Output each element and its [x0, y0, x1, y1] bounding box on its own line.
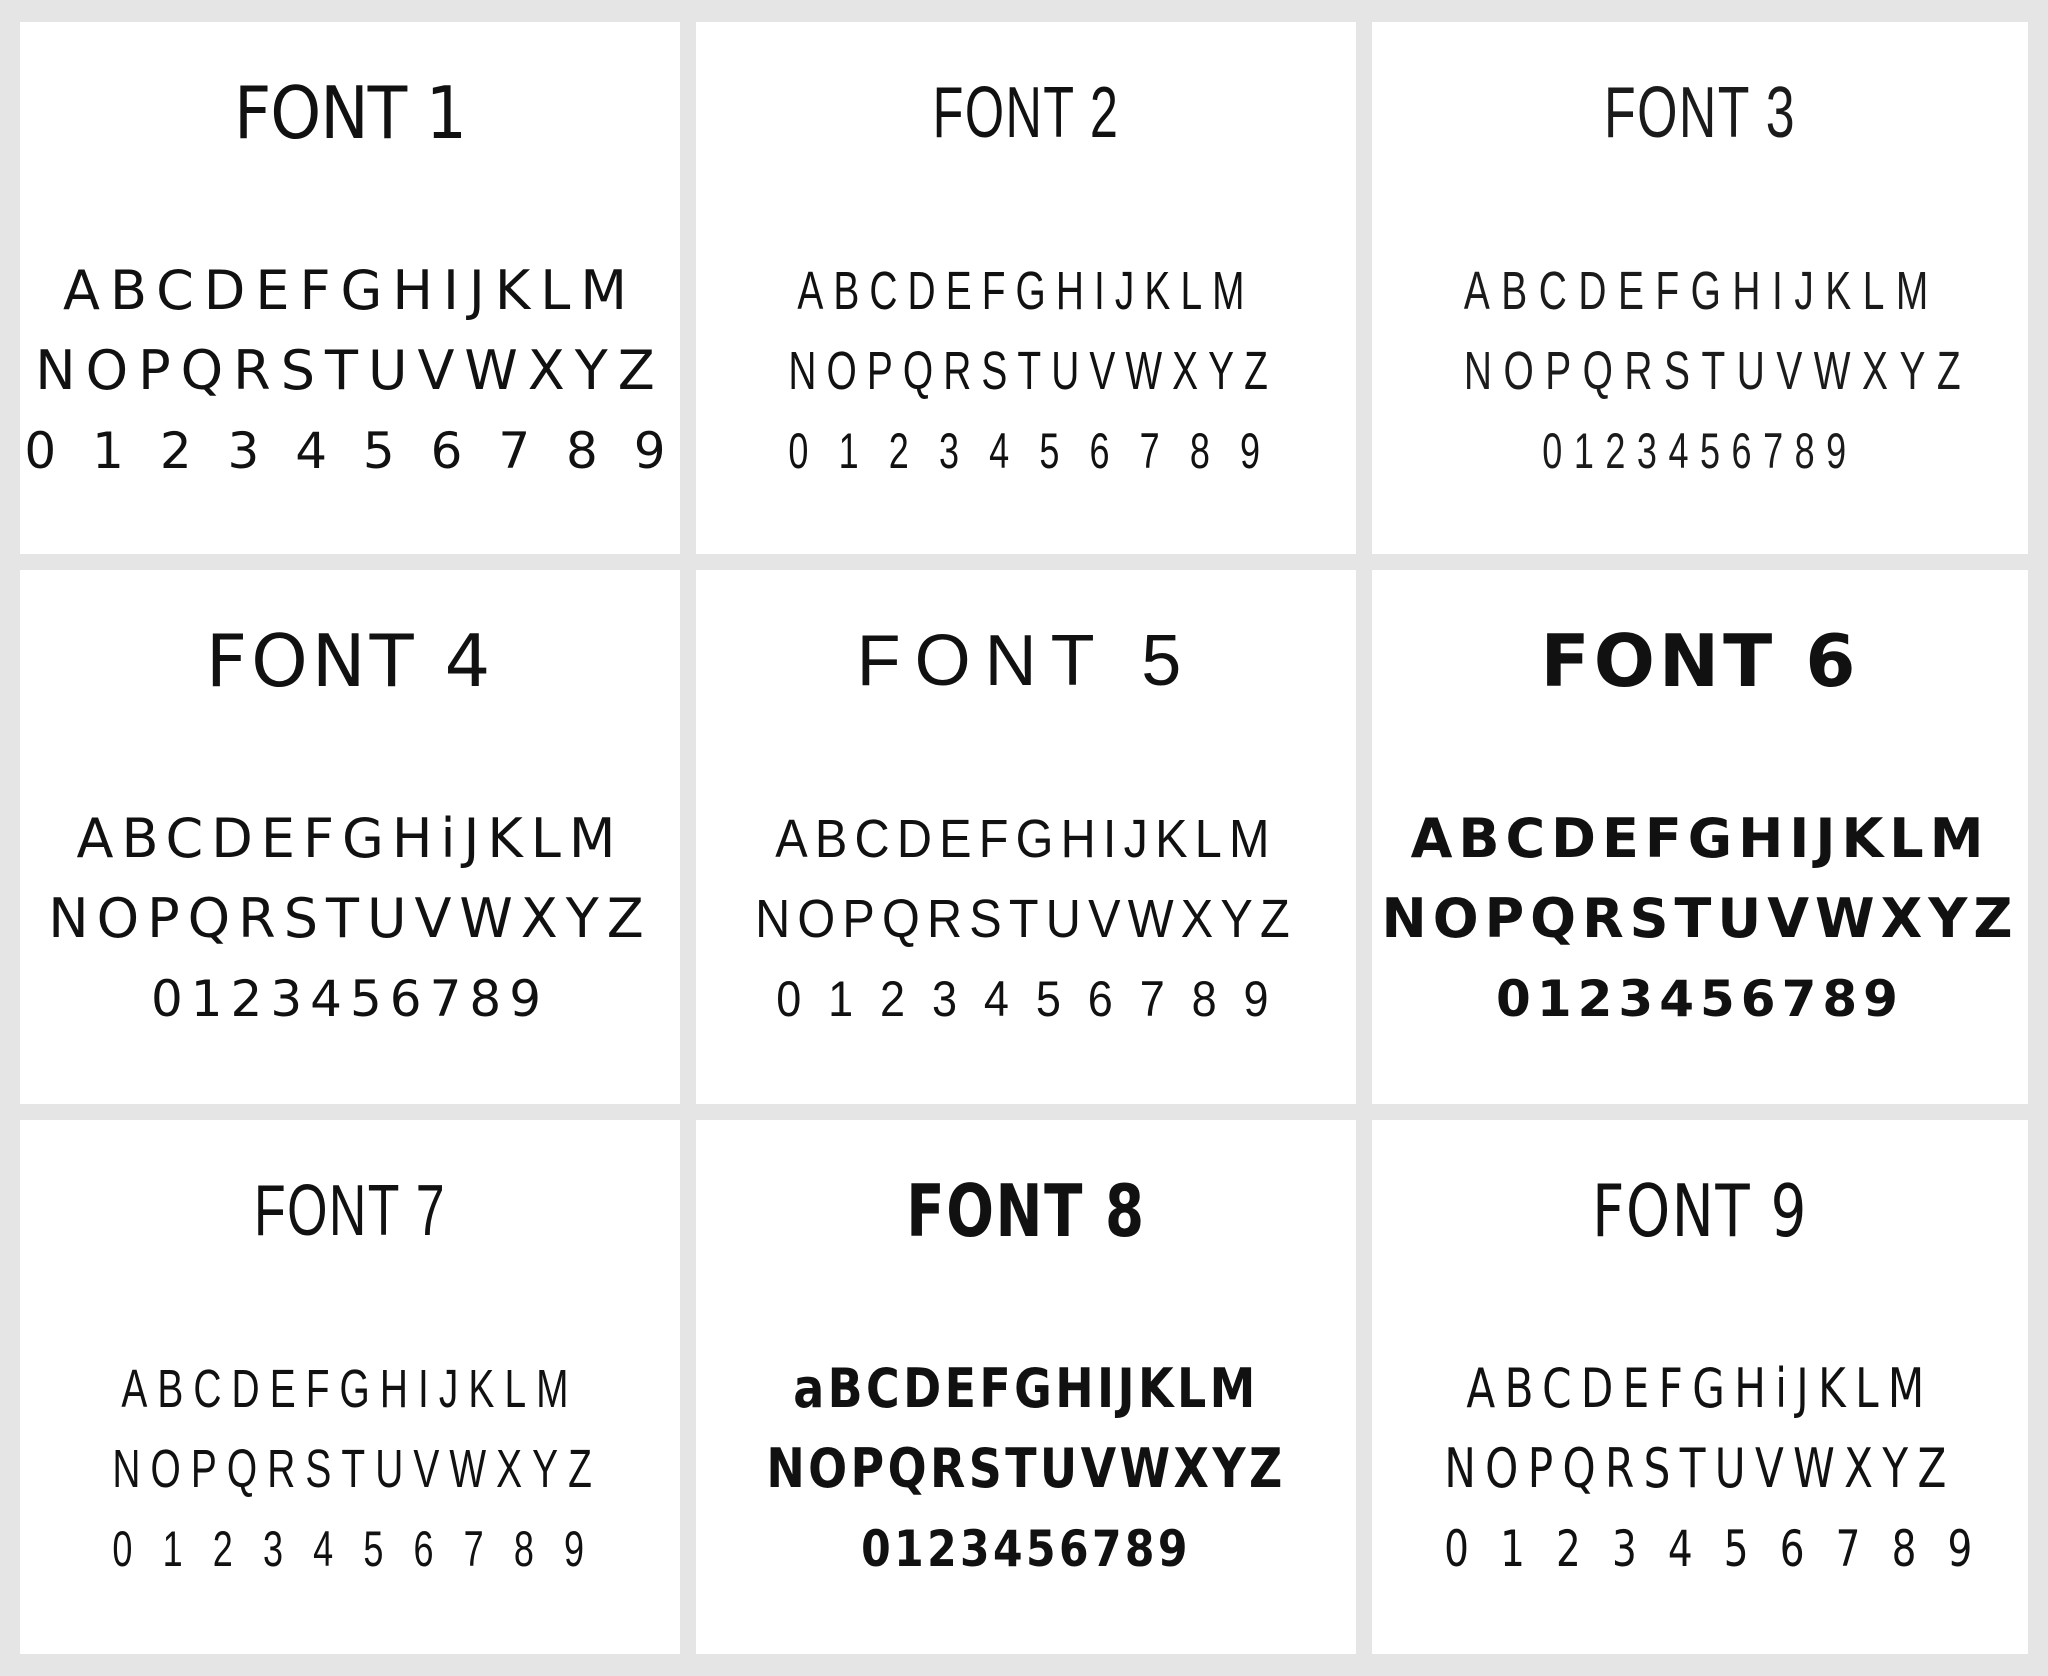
digits: 0 1 2 3 4 5 6 7 8 9 — [112, 1521, 595, 1577]
font-card-9 — [1372, 1120, 2028, 1654]
font-card-7 — [20, 1120, 680, 1654]
uppercase-a-to-m: ABCDEFGHiJKLM — [1466, 1357, 1934, 1420]
uppercase-a-to-m: ABCDEFGHIJKLM — [797, 261, 1255, 321]
uppercase-n-to-z: NOPQRSTUVWXYZ — [1381, 887, 2019, 950]
uppercase-n-to-z: NOPQRSTUVWXYZ — [35, 339, 665, 402]
digits: 0123456789 — [861, 1520, 1191, 1578]
digits: 0123456789 — [150, 970, 550, 1028]
font-card-3 — [1372, 22, 2028, 554]
font-title: FONT 9 — [1592, 1169, 1808, 1253]
uppercase-n-to-z: NOPQRSTUVWXYZ — [766, 1437, 1286, 1500]
font-card-8 — [696, 1120, 1356, 1654]
uppercase-a-to-m: aBCDEFGHIJKLM — [793, 1357, 1259, 1420]
font-card-1 — [20, 22, 680, 554]
font-title: FONT 7 — [253, 1171, 447, 1251]
uppercase-a-to-m: ABCDEFGHIJKLM — [63, 259, 637, 322]
uppercase-n-to-z: NOPQRSTUVWXYZ — [1444, 1437, 1956, 1500]
font-card-5 — [696, 570, 1356, 1104]
font-title: FONT 1 — [233, 71, 466, 155]
font-card-6 — [1372, 570, 2028, 1104]
uppercase-n-to-z: NOPQRSTUVWXYZ — [755, 889, 1297, 949]
uppercase-a-to-m: ABCDEFGHiJKLM — [76, 807, 624, 870]
font-title: FONT 2 — [932, 73, 1120, 153]
uppercase-a-to-m: ABCDEFGHIJKLM — [775, 809, 1277, 869]
digits: 0123456789 — [1496, 970, 1904, 1028]
font-title: FONT 6 — [1540, 619, 1860, 703]
font-card-2 — [696, 22, 1356, 554]
digits: 0 1 2 3 4 5 6 7 8 9 — [24, 422, 676, 480]
uppercase-n-to-z: NOPQRSTUVWXYZ — [112, 1439, 603, 1499]
digits: 0123456789 — [1542, 423, 1858, 479]
uppercase-a-to-m: ABCDEFGHIJKLM — [1463, 261, 1940, 321]
font-card-4 — [20, 570, 680, 1104]
font-title: FONT 8 — [906, 1169, 1146, 1253]
digits: 0 1 2 3 4 5 6 7 8 9 — [776, 971, 1276, 1027]
font-title: FONT 4 — [205, 619, 495, 703]
font-title: FONT 5 — [856, 621, 1196, 701]
digits: 0 1 2 3 4 5 6 7 8 9 — [1444, 1520, 1982, 1578]
uppercase-a-to-m: ABCDEFGHIJKLM — [121, 1359, 579, 1419]
uppercase-n-to-z: NOPQRSTUVWXYZ — [1463, 341, 1973, 401]
uppercase-n-to-z: NOPQRSTUVWXYZ — [48, 887, 652, 950]
digits: 0 1 2 3 4 5 6 7 8 9 — [788, 423, 1271, 479]
uppercase-a-to-m: ABCDEFGHIJKLM — [1410, 807, 1990, 870]
uppercase-n-to-z: NOPQRSTUVWXYZ — [788, 341, 1279, 401]
font-title: FONT 3 — [1603, 73, 1797, 153]
